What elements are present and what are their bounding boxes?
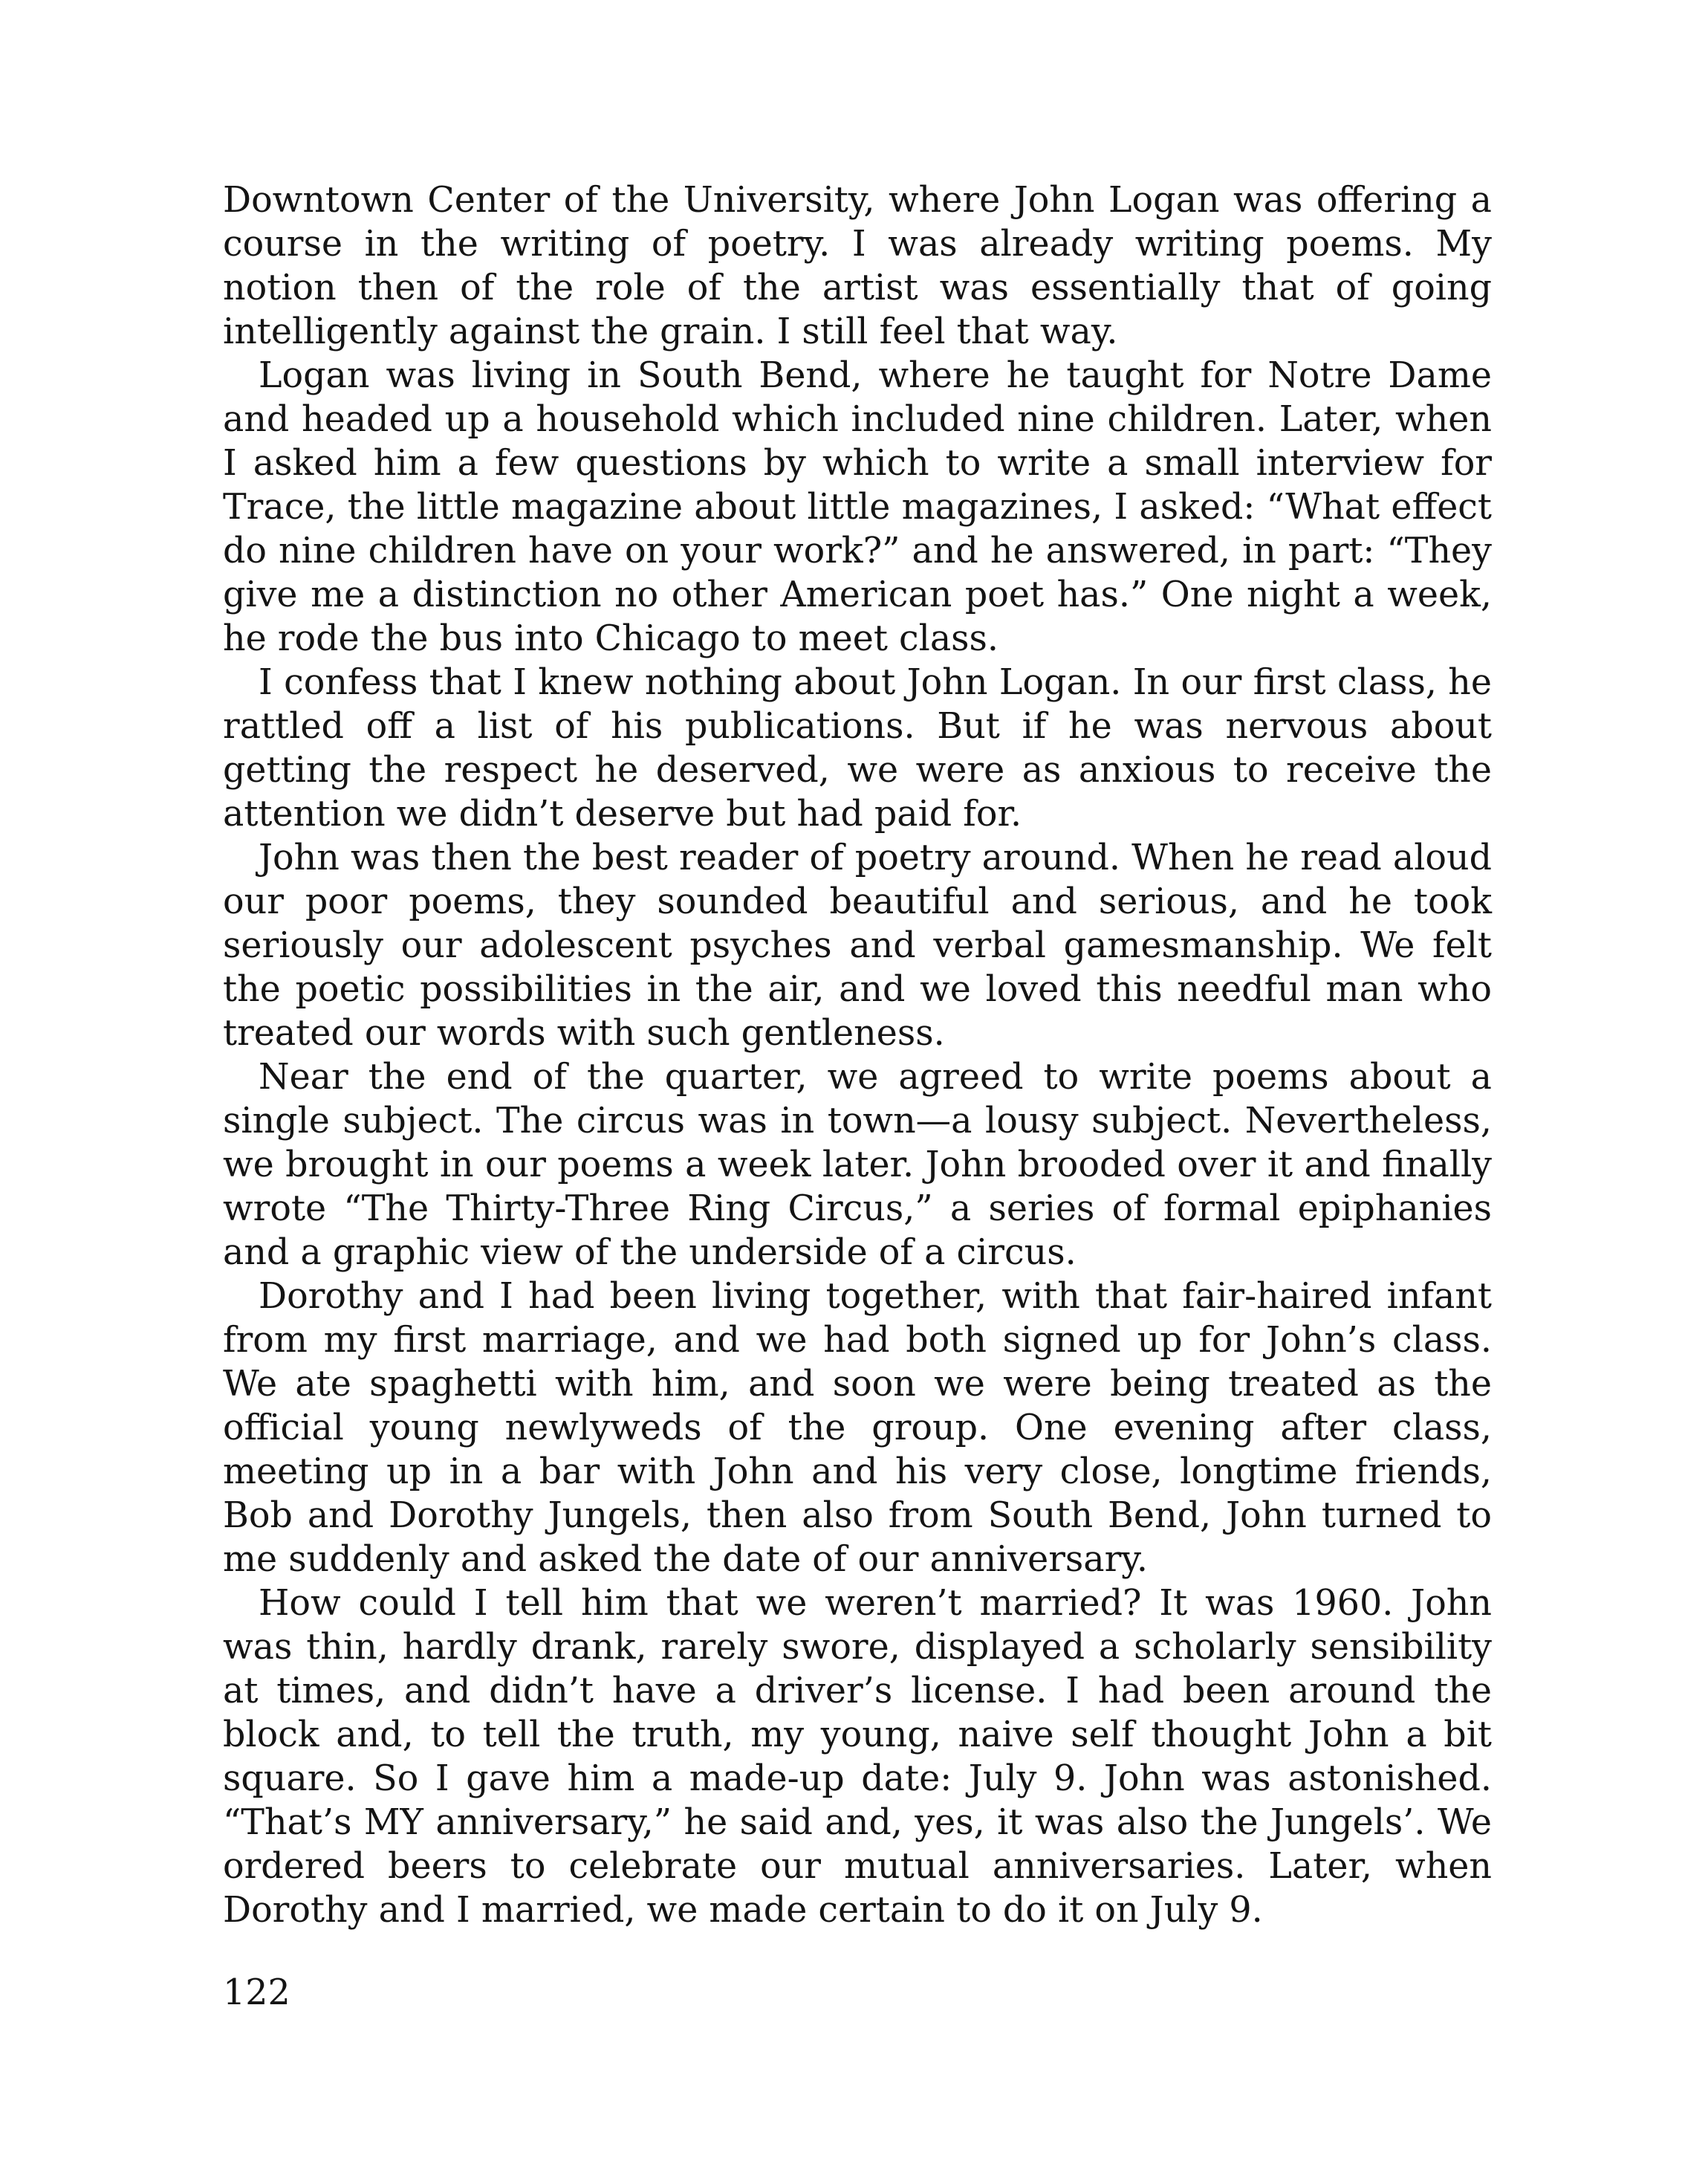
- paragraph-4: John was then the best reader of poetry around. When he read aloud our poor poems, they sounded beautiful and serious, and he took seriously our adolescent psyches and verbal gamesmanship. We felt the poetic possibilities in the air, and we loved this needful man who treated our words with such gentleness.: [223, 838, 1492, 1054]
- paragraph-5: Near the end of the quarter, we agreed to write poems about a single subject. The circus was in town—a lousy subject. Nevertheless, we brought in our poems a week later. John brooded over it and finally wrote “The Thirty-Three Ring Circus,” a series of formal epiphanies and a graphic view of the underside of a circus.: [223, 1057, 1492, 1273]
- paragraph-6: Dorothy and I had been living together, with that fair-haired infant from my first marriage, and we had both signed up for John’s class. We ate spaghetti with him, and soon we were being treated as the official young newlyweds of the group. One evening after class, meeting up in a bar with John and his very close, longtime friends, Bob and Dorothy Jungels, then also from South Bend, John turned to me suddenly and asked the date of our anniversary.: [223, 1276, 1492, 1580]
- paragraph-1: Downtown Center of the University, where John Logan was offering a course in the writing of poetry. I was already writing poems. My notion then of the role of the artist was essentially that of going intelligently against the grain. I still feel that way.: [223, 180, 1492, 352]
- paragraph-2: Logan was living in South Bend, where he taught for Notre Dame and headed up a household which included nine children. Later, when I asked him a few questions by which to write a small interview for Trace, the little magazine about little magazines, I asked: “What effect do nine children have on your work?” and he answered, in part: “They give me a distinction no other American poet has.” One night a week, he rode the bus into Chicago to meet class.: [223, 355, 1492, 659]
- page-body: [223, 178, 1492, 1932]
- paragraph-7: How could I tell him that we weren’t married? It was 1960. John was thin, hardly drank, rarely swore, displayed a scholarly sensibility at times, and didn’t have a driver’s license. I had been around the block and, to tell the truth, my young, naive self thought John a bit square. So I gave him a made-up date: July 9. John was astonished. “That’s MY anniversary,” he said and, yes, it was also the Jungels’. We ordered beers to celebrate our mutual anniversaries. Later, when Dorothy and I married, we made certain to do it on July 9.: [223, 1583, 1492, 1931]
- paragraph-3: I confess that I knew nothing about John Logan. In our first class, he rattled off a list of his publications. But if he was nervous about getting the respect he deserved, we were as anxious to receive the attention we didn’t deserve but had paid for.: [223, 662, 1492, 835]
- page-number: 122: [223, 1972, 290, 2013]
